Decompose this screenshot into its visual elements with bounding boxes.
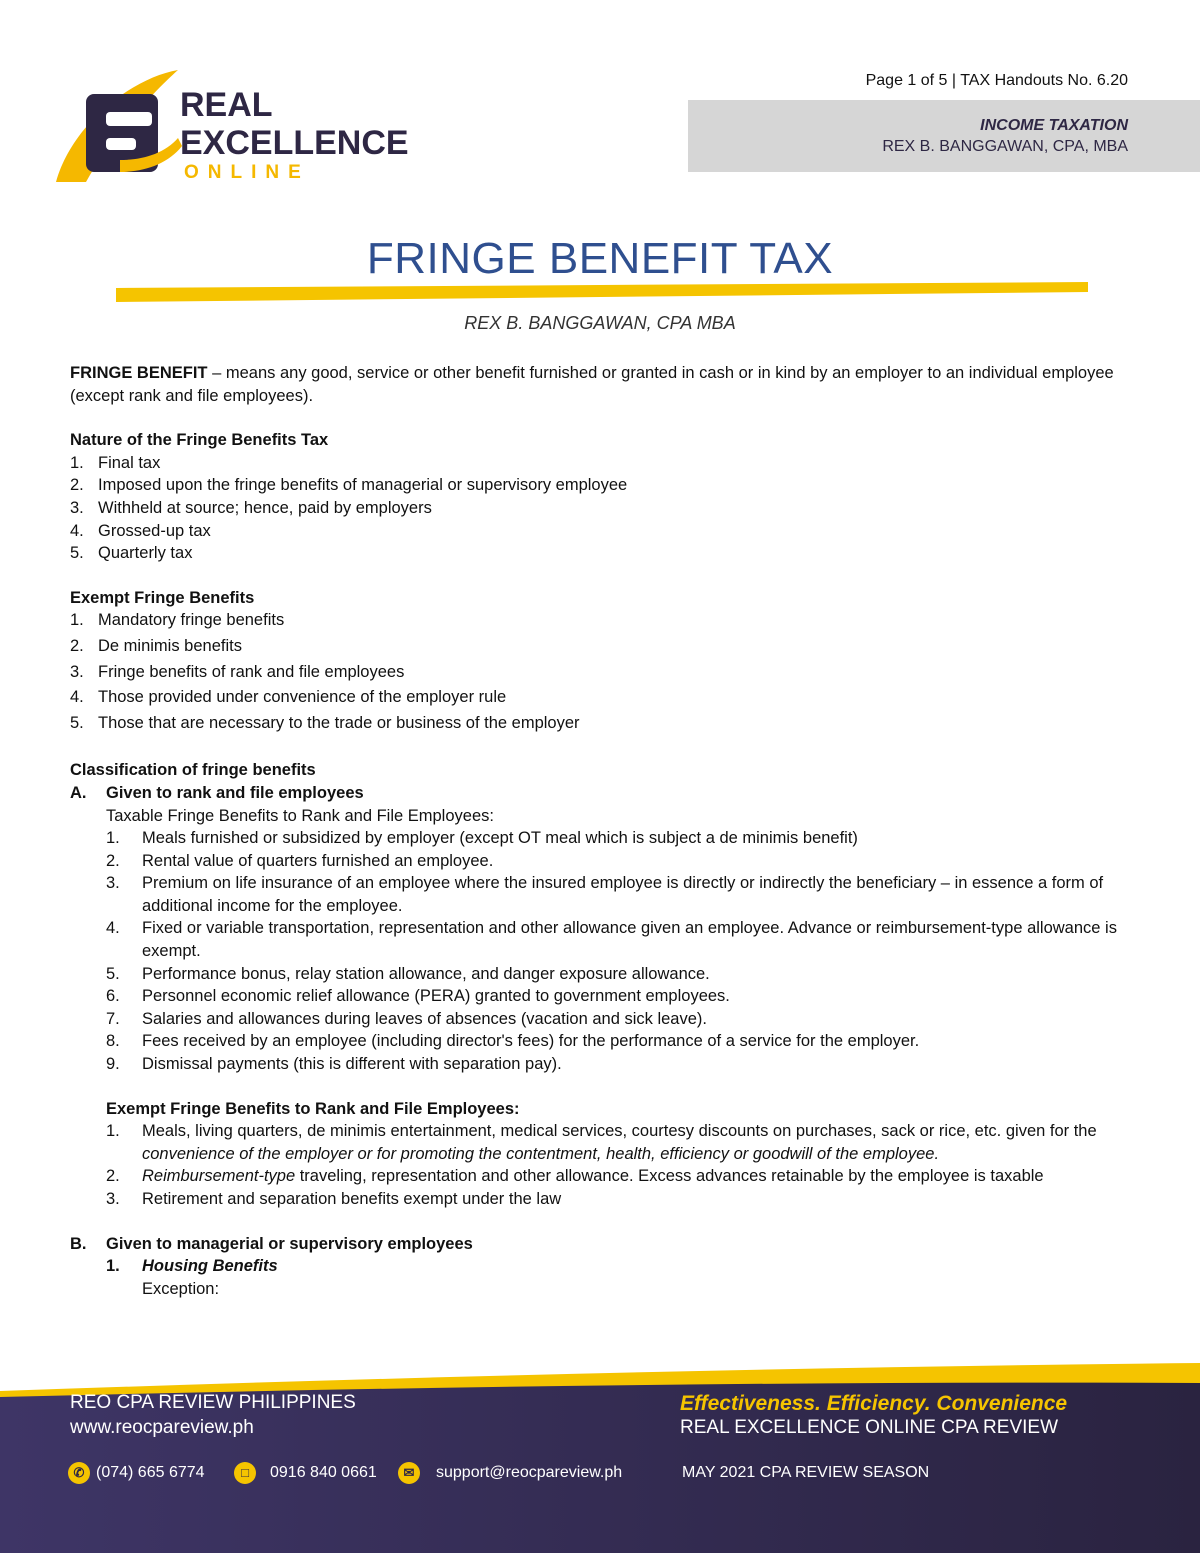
taxable-rank-file-list <box>70 827 1140 1076</box>
footer-org2: REAL EXCELLENCE ONLINE CPA REVIEW <box>680 1417 1059 1438</box>
classification-heading: Classification of fringe benefits <box>70 761 316 780</box>
subject-label: INCOME TAXATION <box>980 117 1128 134</box>
list-item: 4. Grossed-up tax <box>70 521 211 540</box>
list-item: 2. Reimbursement-type traveling, representation and other allowance. Excess advances retainable by the employee is taxable <box>106 1167 1044 1186</box>
nature-heading: Nature of the Fringe Benefits Tax <box>70 431 329 450</box>
email-icon: ✉ <box>398 1462 420 1484</box>
list-item: 5. Quarterly tax <box>70 544 193 563</box>
exempt-list <box>70 609 1140 734</box>
footer-season: MAY 2021 CPA REVIEW SEASON <box>682 1464 930 1481</box>
course-info-box <box>688 100 1200 172</box>
taxable-rank-file-subheading: Taxable Fringe Benefits to Rank and File Employees: <box>106 806 494 825</box>
document-author: REX B. BANGGAWAN, CPA MBA <box>464 313 736 333</box>
list-item: 1. Mandatory fringe benefits <box>70 611 285 630</box>
document-title: FRINGE BENEFIT TAX <box>366 234 834 283</box>
exempt-rank-file-heading: Exempt Fringe Benefits to Rank and File Employees: <box>106 1099 520 1118</box>
list-item: 9. Dismissal payments (this is different with separation pay). <box>106 1055 562 1074</box>
list-item: 5. Performance bonus, relay station allowance, and danger exposure allowance. <box>106 964 710 983</box>
list-item: 1. Final tax <box>70 453 161 472</box>
footer-email[interactable]: support@reocpareview.ph <box>436 1464 623 1481</box>
exempt-heading: Exempt Fringe Benefits <box>70 588 255 607</box>
list-item: 2. De minimis benefits <box>70 636 242 655</box>
list-item: 6. Personnel economic relief allowance (PERA) granted to government employees. <box>106 987 730 1006</box>
section-b-title: B. Given to managerial or supervisory employees <box>70 1234 473 1253</box>
list-item: 3. Fringe benefits of rank and file employees <box>70 662 405 681</box>
list-item: 7. Salaries and allowances during leaves of absences (vacation and sick leave). <box>106 1009 707 1028</box>
list-item: 4. Those provided under convenience of the employer rule <box>70 688 507 707</box>
list-item: 2. Imposed upon the fringe benefits of managerial or supervisory employee <box>70 476 628 495</box>
list-item: 1. Meals, living quarters, de minimis entertainment, medical services, courtesy discounts on purchases, sack or rice, etc. given for the convenience of the employer or for promoting the contentment, health, efficiency or goodwill of the employee. <box>106 1122 1097 1163</box>
list-item: 1. Meals furnished or subsidized by employer (except OT meal which is subject a de minimis benefit) <box>106 829 858 848</box>
list-item: 5. Those that are necessary to the trade or business of the employer <box>70 713 580 732</box>
brand-line2: EXCELLENCE <box>180 124 409 162</box>
list-item: 1. Housing Benefits <box>106 1257 278 1276</box>
managerial-list <box>70 1255 1140 1300</box>
footer-org: REO CPA REVIEW PHILIPPINES <box>70 1392 356 1413</box>
definition-paragraph <box>70 362 1140 407</box>
nature-list <box>70 452 1140 565</box>
phone-icon: ✆ <box>68 1462 90 1484</box>
section-a-title: A. Given to rank and file employees <box>70 783 364 802</box>
list-item-sub: Exception: <box>142 1279 220 1298</box>
exempt-rank-file-list <box>70 1120 1140 1210</box>
list-item: 8. Fees received by an employee (including director's fees) for the performance of a service for the employer. <box>106 1032 920 1051</box>
list-item: 3. Retirement and separation benefits exempt under the law <box>106 1190 562 1208</box>
mobile-icon: □ <box>234 1462 256 1484</box>
list-item: 3. Premium on life insurance of an employee where the insured employee is directly or indirectly the beneficiary – in essence a form of additional income for the employee. <box>106 874 1104 915</box>
title-underline <box>116 280 1088 304</box>
page-info: Page 1 of 5 | TAX Handouts No. 6.20 <box>865 72 1128 89</box>
definition-term: FRINGE BENEFIT <box>70 364 208 382</box>
definition-text: – means any good, service or other benefit furnished or granted in cash or in kind by an employer to an individual employee (except rank and file employees). <box>70 364 1114 405</box>
footer-phone[interactable]: (074) 665 6774 <box>96 1464 205 1481</box>
brand-line1: REAL <box>180 86 273 124</box>
list-item: 4. Fixed or variable transportation, representation and other allowance given an employee. Advance or reimbursement-type allowance is exempt. <box>106 919 1117 961</box>
footer-website[interactable]: www.reocpareview.ph <box>70 1417 254 1438</box>
instructor-label: REX B. BANGGAWAN, CPA, MBA <box>882 138 1128 155</box>
footer-tagline: Effectiveness. Efficiency. Convenience <box>680 1392 1068 1415</box>
document-body <box>70 362 1140 1300</box>
list-item: 2. Rental value of quarters furnished an employee. <box>106 851 494 870</box>
footer-mobile[interactable]: 0916 840 0661 <box>270 1464 377 1481</box>
reo-logo <box>52 64 472 194</box>
brand-line3: ONLINE <box>184 162 310 183</box>
list-item: 3. Withheld at source; hence, paid by employers <box>70 498 432 517</box>
